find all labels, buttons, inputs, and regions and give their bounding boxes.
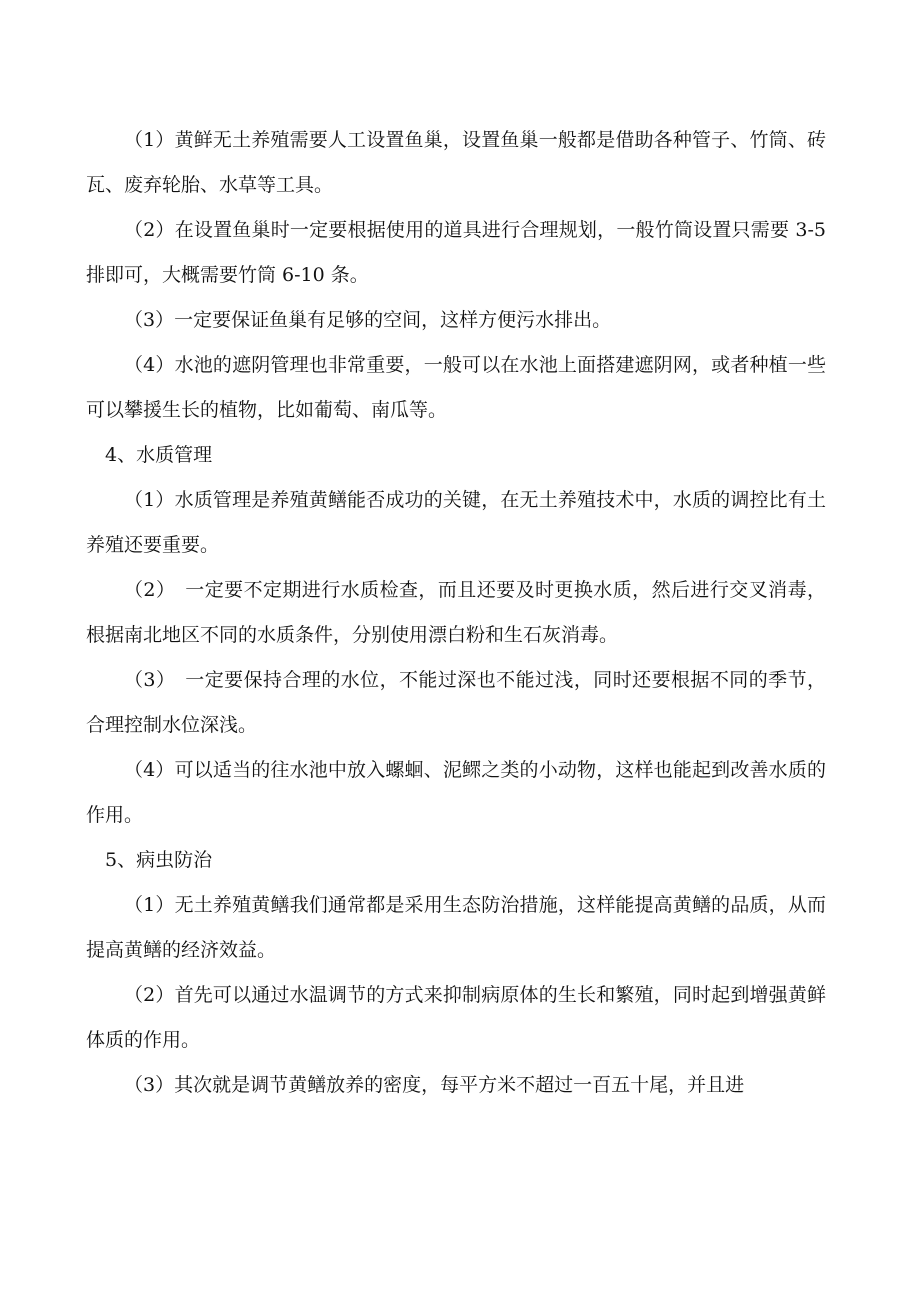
paragraph-nest-tools: （1）黄鲜无土养殖需要人工设置鱼巢，设置鱼巢一般都是借助各种管子、竹筒、砖瓦、废弃轮胎、水草等工具。 xyxy=(86,129,826,196)
paragraph-water-level: （3） 一定要保持合理的水位，不能过深也不能过浅，同时还要根据不同的季节，合理控制水位深浅。 xyxy=(86,669,826,736)
paragraph-ecological-control: （1）无土养殖黄鳝我们通常都是采用生态防治措施，这样能提高黄鳝的品质，从而提高黄鳝的经济效益。 xyxy=(86,894,826,961)
paragraph-water-quality-key: （1）水质管理是养殖黄鳝能否成功的关键，在无土养殖技术中，水质的调控比有土养殖还要重要。 xyxy=(86,489,826,556)
paragraph-water-inspection: （2） 一定要不定期进行水质检查，而且还要及时更换水质，然后进行交叉消毒，根据南北地区不同的水质条件，分别使用漂白粉和生石灰消毒。 xyxy=(86,579,826,646)
paragraph-small-animals: （4）可以适当的往水池中放入螺蛔、泥鳏之类的小动物，这样也能起到改善水质的作用。 xyxy=(86,759,826,826)
document-body xyxy=(86,118,826,1108)
paragraph-stocking-density: （3）其次就是调节黄鳝放养的密度，每平方米不超过一百五十尾，并且进 xyxy=(124,1074,745,1096)
paragraph-shade-management: （4）水池的遮阴管理也非常重要，一般可以在水池上面搭建遮阴网，或者种植一些可以攀援生长的植物，比如葡萄、南瓜等。 xyxy=(86,354,826,421)
paragraph-nest-planning: （2）在设置鱼巢时一定要根据使用的道具进行合理规划，一般竹筒设置只需要 3-5 排即可，大概需要竹筒 6-10 条。 xyxy=(86,219,826,286)
section-heading-water-quality: 4、水质管理 xyxy=(105,444,213,466)
section-heading-disease-control: 5、病虫防治 xyxy=(105,849,213,871)
paragraph-nest-space: （3）一定要保证鱼巢有足够的空间，这样方便污水排出。 xyxy=(124,309,612,331)
paragraph-temperature-regulation: （2）首先可以通过水温调节的方式来抑制病原体的生长和繁殖，同时起到增强黄鲜体质的作用。 xyxy=(86,984,826,1051)
